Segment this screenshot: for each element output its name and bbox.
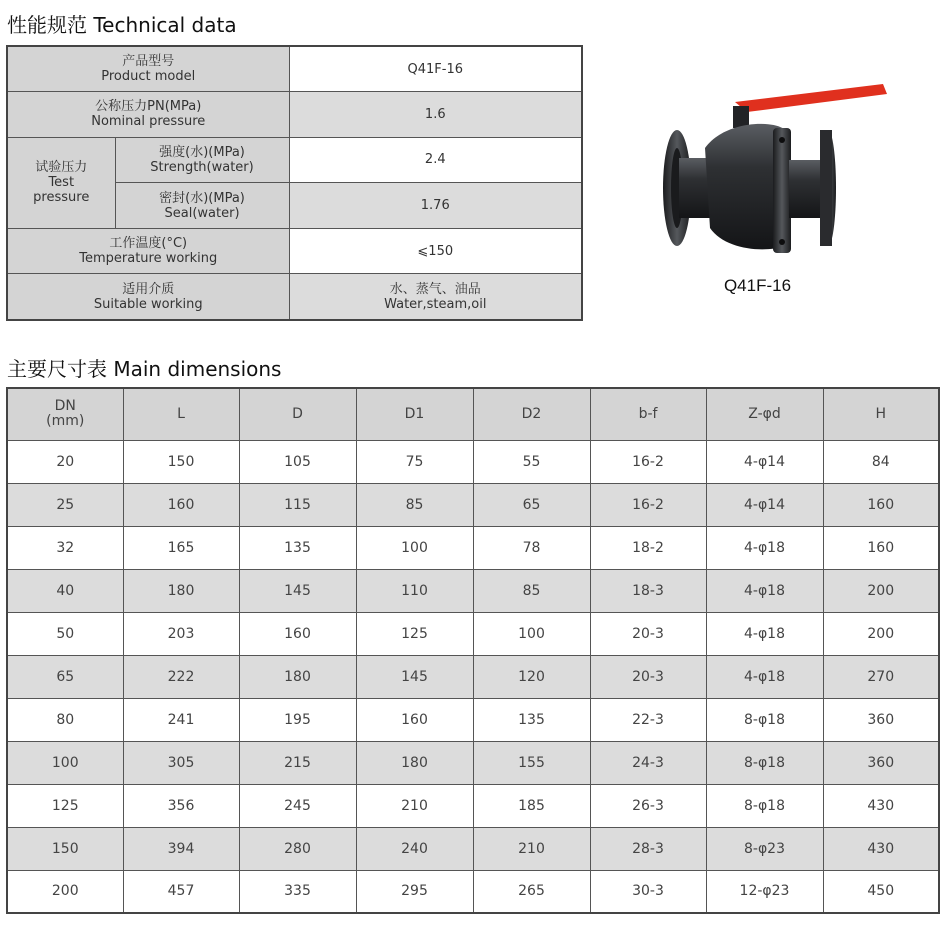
cell-l: 160 <box>123 483 239 526</box>
test-pressure-label-en2: pressure <box>33 190 90 206</box>
nominal-pressure-label-zh: 公称压力PN(MPa) <box>95 99 202 115</box>
seal-label-en: Seal(water) <box>164 205 240 221</box>
test-pressure-label-en1: Test <box>48 175 75 191</box>
cell-d: 160 <box>239 612 356 655</box>
product-model-label <box>7 46 289 92</box>
cell-z-d: 4-φ14 <box>706 440 823 483</box>
product-caption: Q41F-16 <box>723 276 792 295</box>
col-header-d1: D1 <box>356 388 473 440</box>
col-header-b-f: b-f <box>590 388 706 440</box>
cell-l: 356 <box>123 784 239 827</box>
cell-l: 165 <box>123 526 239 569</box>
nominal-pressure-label <box>7 92 289 138</box>
product-model-label-en: Product model <box>101 69 196 85</box>
cell-dn: 200 <box>7 870 123 913</box>
ball-valve-image <box>655 78 895 258</box>
col-header-h: H <box>823 388 939 440</box>
cell-d2: 65 <box>473 483 590 526</box>
cell-z-d: 8-φ23 <box>706 827 823 870</box>
cell-h: 84 <box>823 440 939 483</box>
test-pressure-label <box>7 137 115 228</box>
row-nominal-pressure <box>7 92 582 138</box>
col-header-dn <box>7 388 123 440</box>
cell-d: 280 <box>239 827 356 870</box>
cell-d: 105 <box>239 440 356 483</box>
cell-d2: 78 <box>473 526 590 569</box>
cell-l: 457 <box>123 870 239 913</box>
cell-z-d: 4-φ14 <box>706 483 823 526</box>
strength-label <box>115 137 289 183</box>
row-strength <box>7 137 582 183</box>
cell-h: 360 <box>823 698 939 741</box>
medium-value-en: Water,steam,oil <box>384 296 487 312</box>
cell-d: 115 <box>239 483 356 526</box>
valve-handle <box>735 84 887 112</box>
nominal-pressure-value: 1.6 <box>289 92 582 138</box>
technical-data-title: 性能规范 Technical data <box>7 13 237 37</box>
cell-b-f: 20-3 <box>590 612 706 655</box>
medium-label <box>7 274 289 320</box>
cell-d1: 85 <box>356 483 473 526</box>
cell-d1: 75 <box>356 440 473 483</box>
cell-z-d: 4-φ18 <box>706 526 823 569</box>
cell-h: 200 <box>823 569 939 612</box>
cell-l: 241 <box>123 698 239 741</box>
cell-b-f: 16-2 <box>590 440 706 483</box>
cell-z-d: 4-φ18 <box>706 612 823 655</box>
cell-b-f: 28-3 <box>590 827 706 870</box>
cell-l: 203 <box>123 612 239 655</box>
table-row <box>7 698 939 741</box>
cell-dn: 40 <box>7 569 123 612</box>
cell-d2: 135 <box>473 698 590 741</box>
product-model-value: Q41F-16 <box>289 46 582 92</box>
strength-value: 2.4 <box>289 137 582 183</box>
nominal-pressure-label-en: Nominal pressure <box>91 114 206 130</box>
cell-z-d: 8-φ18 <box>706 784 823 827</box>
cell-dn: 65 <box>7 655 123 698</box>
cell-d2: 120 <box>473 655 590 698</box>
cell-b-f: 22-3 <box>590 698 706 741</box>
seal-value: 1.76 <box>289 183 582 229</box>
row-medium <box>7 274 582 320</box>
cell-d1: 145 <box>356 655 473 698</box>
cell-d: 180 <box>239 655 356 698</box>
row-product-model <box>7 46 582 92</box>
cell-d: 335 <box>239 870 356 913</box>
main-dimensions-title: 主要尺寸表 Main dimensions <box>7 357 282 381</box>
col-header-z-d: Z-φd <box>706 388 823 440</box>
medium-value <box>289 274 582 320</box>
cell-dn: 50 <box>7 612 123 655</box>
cell-d2: 155 <box>473 741 590 784</box>
cell-d2: 55 <box>473 440 590 483</box>
cell-d2: 185 <box>473 784 590 827</box>
col-header-l: L <box>123 388 239 440</box>
cell-d: 195 <box>239 698 356 741</box>
table-row <box>7 870 939 913</box>
cell-d1: 180 <box>356 741 473 784</box>
technical-data-table <box>6 45 583 321</box>
cell-d1: 160 <box>356 698 473 741</box>
cell-h: 360 <box>823 741 939 784</box>
table-row <box>7 483 939 526</box>
cell-d1: 110 <box>356 569 473 612</box>
cell-dn: 100 <box>7 741 123 784</box>
cell-d2: 210 <box>473 827 590 870</box>
temperature-value: ⩽150 <box>289 228 582 274</box>
cell-h: 160 <box>823 526 939 569</box>
table-row <box>7 612 939 655</box>
medium-value-zh: 水、蒸气、油品 <box>389 281 481 297</box>
cell-dn: 20 <box>7 440 123 483</box>
cell-l: 180 <box>123 569 239 612</box>
col-header-dn-line2: (mm) <box>46 413 85 430</box>
cell-l: 394 <box>123 827 239 870</box>
col-header-d: D <box>239 388 356 440</box>
cell-d: 245 <box>239 784 356 827</box>
cell-dn: 32 <box>7 526 123 569</box>
cell-z-d: 8-φ18 <box>706 741 823 784</box>
temperature-label <box>7 228 289 274</box>
cell-h: 450 <box>823 870 939 913</box>
cell-b-f: 24-3 <box>590 741 706 784</box>
cell-b-f: 20-3 <box>590 655 706 698</box>
medium-label-en: Suitable working <box>93 296 203 312</box>
col-header-dn-line1: DN <box>54 398 76 415</box>
cell-dn: 25 <box>7 483 123 526</box>
cell-l: 150 <box>123 440 239 483</box>
cell-dn: 125 <box>7 784 123 827</box>
seal-label <box>115 183 289 229</box>
cell-d2: 100 <box>473 612 590 655</box>
strength-label-zh: 强度(水)(MPa) <box>159 144 245 160</box>
cell-z-d: 12-φ23 <box>706 870 823 913</box>
cell-b-f: 30-3 <box>590 870 706 913</box>
temperature-label-zh: 工作温度(°C) <box>109 236 188 252</box>
cell-d1: 125 <box>356 612 473 655</box>
medium-label-zh: 适用介质 <box>122 281 175 297</box>
cell-h: 160 <box>823 483 939 526</box>
cell-h: 430 <box>823 784 939 827</box>
cell-dn: 150 <box>7 827 123 870</box>
cell-d1: 100 <box>356 526 473 569</box>
temperature-label-en: Temperature working <box>79 251 218 267</box>
main-dimensions-table <box>6 387 940 914</box>
cell-d1: 240 <box>356 827 473 870</box>
dimensions-header-row <box>7 388 939 440</box>
table-row <box>7 655 939 698</box>
table-row <box>7 741 939 784</box>
cell-z-d: 8-φ18 <box>706 698 823 741</box>
cell-h: 270 <box>823 655 939 698</box>
product-model-label-zh: 产品型号 <box>122 54 175 70</box>
dimensions-body <box>7 440 939 913</box>
cell-d: 145 <box>239 569 356 612</box>
strength-label-en: Strength(water) <box>150 159 254 175</box>
table-row <box>7 440 939 483</box>
valve-stem <box>733 106 749 128</box>
cell-l: 305 <box>123 741 239 784</box>
col-header-d2: D2 <box>473 388 590 440</box>
cell-d: 135 <box>239 526 356 569</box>
cell-d1: 210 <box>356 784 473 827</box>
body-flange <box>773 128 791 253</box>
seal-label-zh: 密封(水)(MPa) <box>159 190 245 206</box>
cell-b-f: 26-3 <box>590 784 706 827</box>
table-row <box>7 827 939 870</box>
cell-d1: 295 <box>356 870 473 913</box>
table-row <box>7 569 939 612</box>
cell-l: 222 <box>123 655 239 698</box>
table-row <box>7 784 939 827</box>
cell-d2: 265 <box>473 870 590 913</box>
cell-z-d: 4-φ18 <box>706 569 823 612</box>
cell-dn: 80 <box>7 698 123 741</box>
cell-h: 430 <box>823 827 939 870</box>
cell-d: 215 <box>239 741 356 784</box>
test-pressure-label-zh: 试验压力 <box>35 160 88 176</box>
cell-d2: 85 <box>473 569 590 612</box>
cell-b-f: 18-3 <box>590 569 706 612</box>
cell-b-f: 16-2 <box>590 483 706 526</box>
cell-h: 200 <box>823 612 939 655</box>
row-temperature <box>7 228 582 274</box>
cell-b-f: 18-2 <box>590 526 706 569</box>
table-row <box>7 526 939 569</box>
cell-z-d: 4-φ18 <box>706 655 823 698</box>
